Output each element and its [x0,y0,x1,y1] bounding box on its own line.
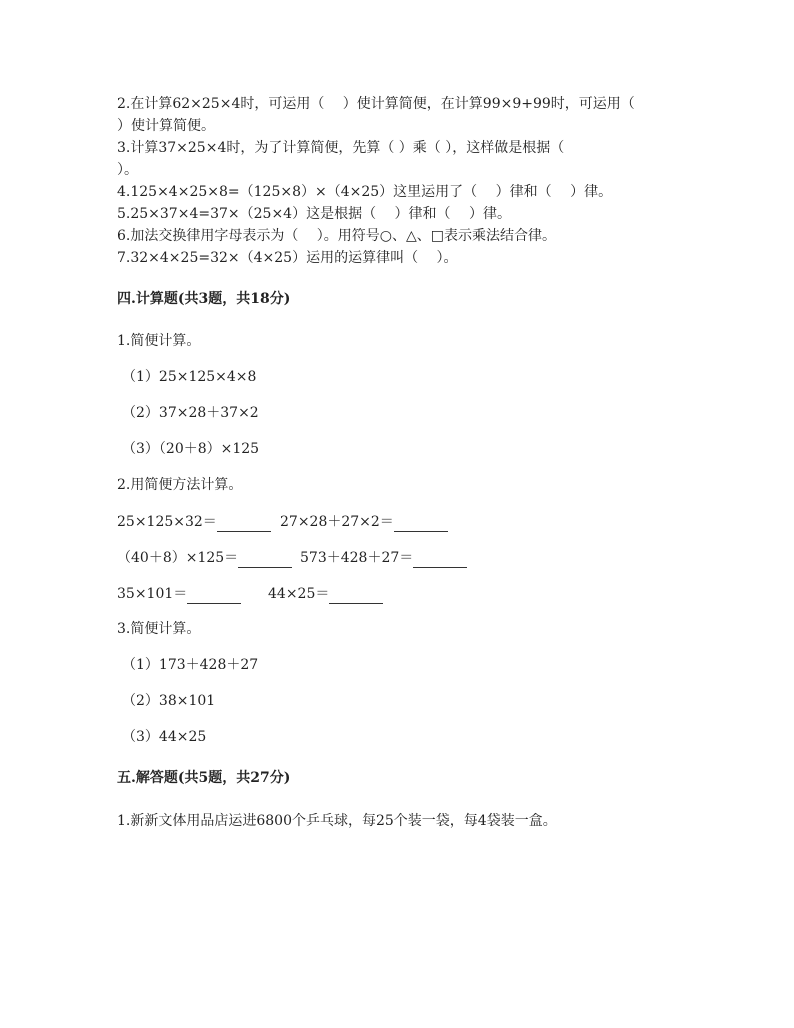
fill-in-q3-line1: 3.计算37×25×4时，为了计算简便，先算（ ）乘（ ），这样做是根据（ [117,140,565,156]
fill-in-q2-line1: 2.在计算62×25×4时，可运用（ ）使计算简便，在计算99×9+99时，可运用（ [117,96,635,112]
fill-in-q6: 6.加法交换律用字母表示为（ ）。用符号○、△、□表示乘法结合律。 [117,228,557,244]
calc-q2-expression: 44×25＝ [268,584,383,604]
fill-in-q3-line2: ）。 [117,162,138,178]
calc-q2-expression: 27×28＋27×2＝ [280,512,448,532]
answer-blank[interactable] [413,553,467,568]
calc-q2-expression: 35×101＝ [117,584,241,604]
calc-q1-item: （3）（20＋8）×125 [122,441,260,457]
calc-q3-title: 3.简便计算。 [117,621,201,637]
calc-q3-item: （1）173＋428＋27 [122,657,259,673]
answer-blank[interactable] [217,517,271,532]
answer-blank[interactable] [329,589,383,604]
section-heading-calc: 四.计算题(共3题，共18分) [117,291,291,307]
calc-q3-item: （3）44×25 [122,729,207,745]
fill-in-q4: 4.125×4×25×8=（125×8）×（4×25）这里运用了（ ）律和（ ）律。 [117,184,613,200]
calc-q2-expression: （40＋8）×125＝ [117,548,292,568]
fill-in-q7: 7.32×4×25=32×（4×25）运用的运算律叫（ ）。 [117,250,458,266]
calc-q1-item: （1）25×125×4×8 [122,369,257,385]
answer-blank[interactable] [394,517,448,532]
fill-in-q2-line2: ）使计算简便。 [117,118,215,134]
fill-in-q5: 5.25×37×4=37×（25×4）这是根据（ ）律和（ ）律。 [117,206,511,222]
calc-q2-expression: 573＋428＋27＝ [300,548,467,568]
calc-q2-expression: 25×125×32＝ [117,512,271,532]
calc-q2-title: 2.用简便方法计算。 [117,477,243,493]
answer-blank[interactable] [238,553,292,568]
calc-q3-item: （2）38×101 [122,693,216,709]
calc-q1-title: 1.简便计算。 [117,333,201,349]
solve-q1: 1.新新文体用品店运进6800个乒乓球，每25个装一袋，每4袋装一盒。 [117,813,557,829]
calc-q1-item: （2）37×28＋37×2 [122,405,259,421]
answer-blank[interactable] [187,589,241,604]
section-heading-solve: 五.解答题(共5题，共27分) [117,770,291,786]
